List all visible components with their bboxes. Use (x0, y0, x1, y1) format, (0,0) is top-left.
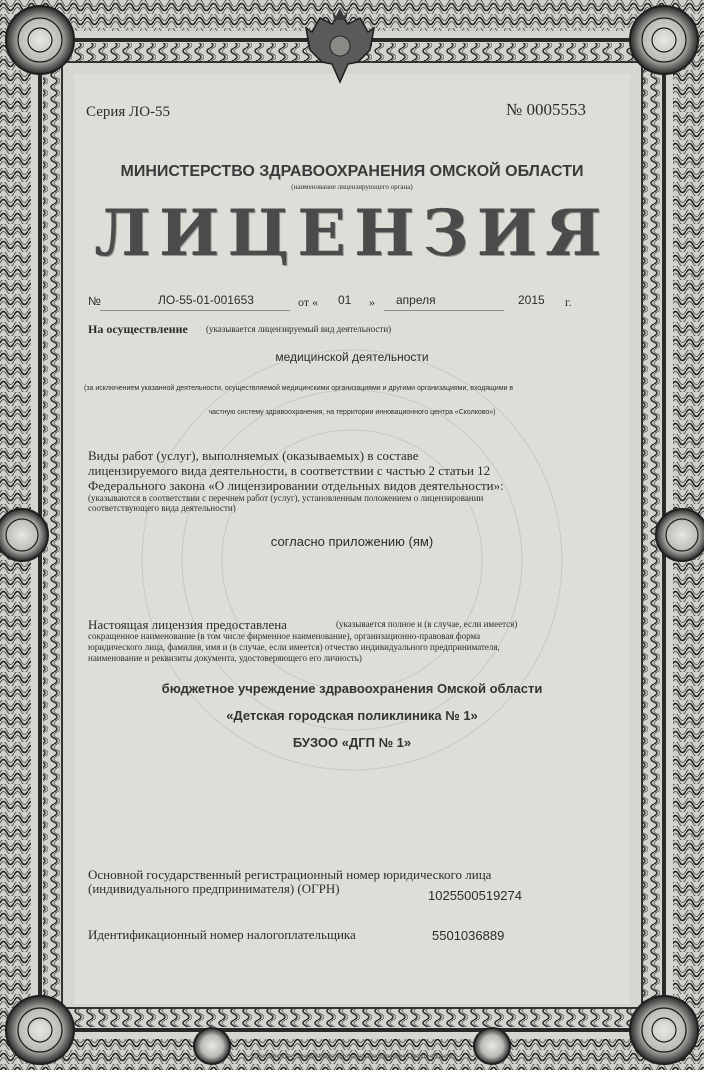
printer-footer: Изготовлено по заказу Министерства здравоохранения Омской области (251, 1054, 453, 1060)
document-number: № 0005553 (506, 100, 586, 119)
series-label: Серия ЛО-55 (86, 104, 171, 120)
license-no-label: № (88, 294, 101, 308)
activity-label: На осуществление (88, 322, 188, 336)
licensee-caption1: (указывается полное и (в случае, если имеется) (336, 619, 518, 629)
ogrn-value: 1025500519274 (428, 888, 522, 903)
inn-value: 5501036889 (432, 928, 505, 943)
year-suffix: г. (565, 295, 572, 309)
activity-note-line1: (за исключением указанной деятельности, осуществляемой медицинскими организациями и другими организациями, входящими в (84, 385, 514, 392)
day-close-quote: » (369, 295, 375, 309)
licensee-name-line2: «Детская городская поликлиника № 1» (226, 708, 478, 723)
works-line1: Виды работ (услуг), выполняемых (оказываемых) в составе (88, 448, 419, 463)
activity-value: медицинской деятельности (275, 350, 429, 364)
activity-caption: (указывается лицензируемый вид деятельности) (206, 324, 392, 334)
document-title: ЛИЦЕНЗИЯ (94, 196, 610, 271)
coat-of-arms-icon (302, 6, 378, 90)
licensee-short-name: БУЗОО «ДГП № 1» (292, 735, 412, 750)
licensee-caption3: юридического лица, фамилия, имя и (в случае, если имеется) отчество индивидуального предпринимателя, (88, 642, 500, 652)
issuer-name: МИНИСТЕРСТВО ЗДРАВООХРАНЕНИЯ ОМСКОЙ ОБЛАСТИ (120, 163, 584, 180)
number-underline (100, 310, 290, 311)
ogrn-label1: Основной государственный регистрационный номер юридического лица (88, 867, 492, 882)
licensee-name-line1: бюджетное учреждение здравоохранения Омской области (161, 681, 543, 696)
works-line2: лицензируемого вида деятельности, в соответствии с частью 2 статьи 12 (88, 463, 491, 478)
activity-note-line2: частную систему здравоохранения, на территории инновационного центра «Сколково») (208, 409, 496, 416)
license-year: 2015 (518, 293, 545, 307)
works-caption2: соответствующего вида деятельности) (88, 503, 236, 513)
licensee-intro: Настоящая лицензия предоставлена (88, 617, 287, 632)
works-caption1: (указываются в соответствии с перечнем работ (услуг), установленным положением о лицензировании (88, 493, 484, 503)
works-line3: Федерального закона «О лицензировании отдельных видов деятельности»: (88, 478, 504, 493)
from-label: от « (298, 295, 319, 309)
month-underline (384, 310, 504, 311)
issuer-caption: (наименование лицензирующего органа) (291, 183, 413, 191)
inn-label: Идентификационный номер налогоплательщика (88, 927, 356, 942)
licensee-caption2: сокращенное наименование (в том числе фирменное наименование), организационно-правовая форма (88, 631, 481, 641)
licensee-caption4: наименование и реквизиты документа, удостоверяющего его личность) (88, 653, 362, 663)
license-number: ЛО-55-01-001653 (158, 293, 254, 307)
license-day: 01 (338, 293, 352, 307)
works-value: согласно приложению (ям) (270, 534, 434, 549)
license-month: апреля (396, 293, 436, 307)
ogrn-label2: (индивидуального предпринимателя) (ОГРН) (88, 881, 340, 896)
